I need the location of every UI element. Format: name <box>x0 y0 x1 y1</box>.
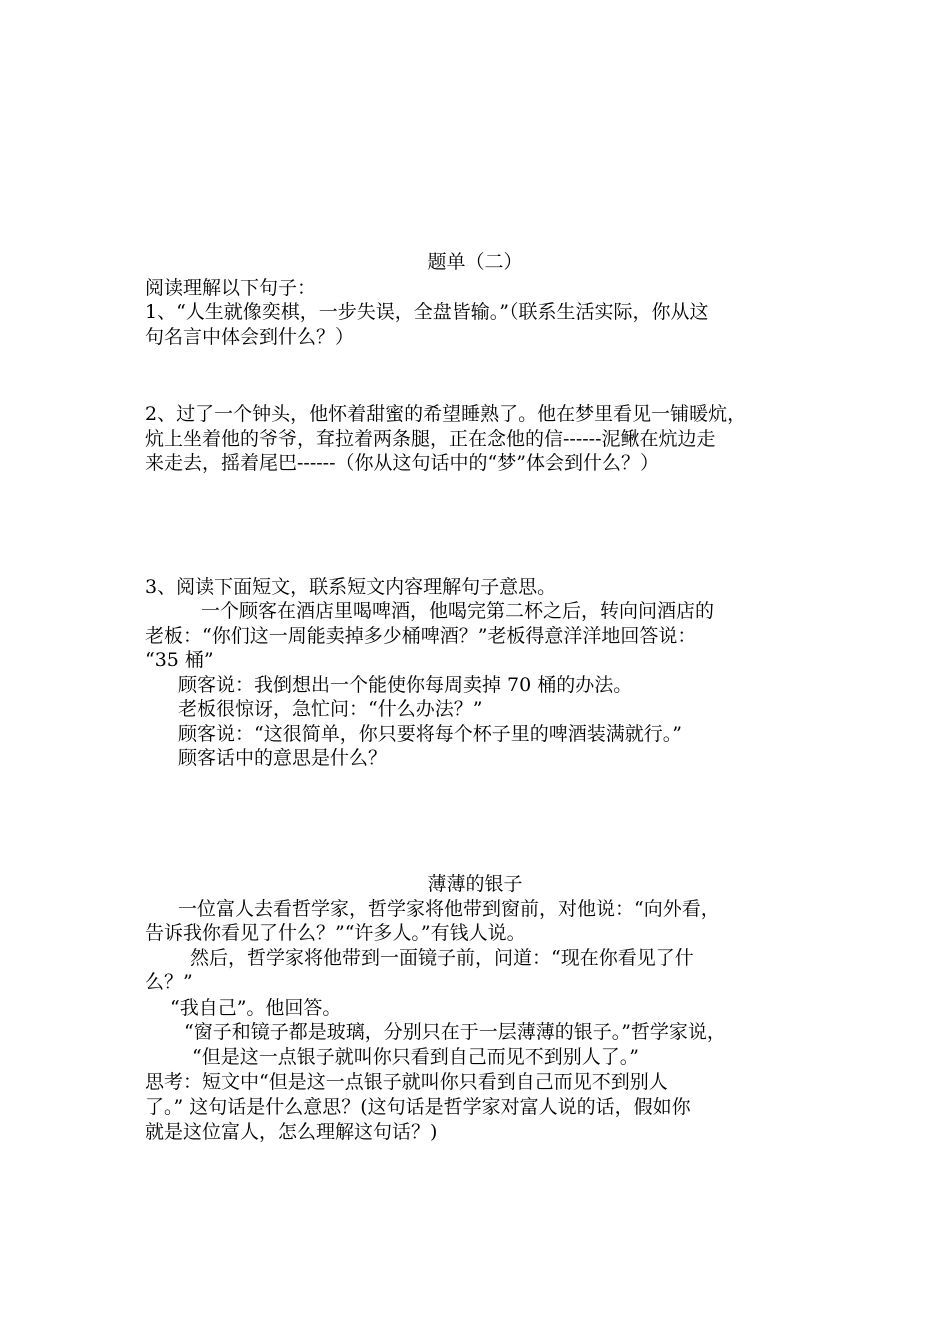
story-line-4: 么？” <box>145 971 193 993</box>
story-line-3: 然后，哲学家将他带到一面镜子前，问道：“现在你看见了什 <box>190 947 694 969</box>
story-line-7: “但是这一点银子就叫你只看到自己而见不到别人了。” <box>192 1046 639 1068</box>
think-line-2: 了。” 这句话是什么意思？(这句话是哲学家对富人说的话，假如你 <box>145 1096 691 1118</box>
q3-passage-line-1: 一个顾客在酒店里喝啤酒，他喝完第二杯之后，转向问酒店的 <box>201 600 715 622</box>
q3-passage-line-6: 顾客说：“这很简单，你只要将每个杯子里的啤酒装满就行。” <box>178 723 682 745</box>
q3-passage-line-2: 老板：“你们这一周能卖掉多少桶啤酒？”老板得意洋洋地回答说： <box>145 625 697 647</box>
worksheet-title: 题单（二） <box>427 251 523 273</box>
instruction: 阅读理解以下句子： <box>145 277 317 299</box>
q3-passage-line-3: “35 桶” <box>145 649 214 671</box>
story-title: 薄薄的银子 <box>427 873 523 895</box>
story-line-2: 告诉我你看见了什么？”“许多人。”有钱人说。 <box>145 922 526 944</box>
q3-passage-line-5: 老板很惊讶，急忙问：“什么办法？” <box>178 698 483 720</box>
q3-question: 顾客话中的意思是什么？ <box>178 747 388 769</box>
story-line-1: 一位富人去看哲学家，哲学家将他带到窗前，对他说：“向外看， <box>178 898 720 920</box>
q3-intro: 3、阅读下面短文，联系短文内容理解句子意思。 <box>145 576 557 598</box>
story-line-6: “窗子和镜子都是玻璃，分别只在于一层薄薄的银子。”哲学家说， <box>184 1021 726 1043</box>
think-line-1: 思考：短文中“但是这一点银子就叫你只看到自己而见不到别人 <box>145 1071 668 1093</box>
q1-line-1: 1、“人生就像奕棋，一步失误，全盘皆输。”（联系生活实际，你从这 <box>145 301 709 323</box>
q1-line-2: 句名言中体会到什么？） <box>145 326 355 348</box>
story-line-5: “我自己”。他回答。 <box>170 997 342 1019</box>
think-line-3: 就是这位富人，怎么理解这句话？) <box>145 1121 438 1143</box>
q3-passage-line-4: 顾客说：我倒想出一个能使你每周卖掉 70 桶的办法。 <box>178 674 633 696</box>
q2-line-2: 炕上坐着他的爷爷，耷拉着两条腿，正在念他的信------泥鳅在炕边走 <box>145 428 716 450</box>
q2-line-1: 2、过了一个钟头，他怀着甜蜜的希望睡熟了。他在梦里看见一铺暖炕， <box>145 403 747 425</box>
q2-line-3: 来走去，摇着尾巴------（你从这句话中的“梦”体会到什么？） <box>145 452 659 474</box>
